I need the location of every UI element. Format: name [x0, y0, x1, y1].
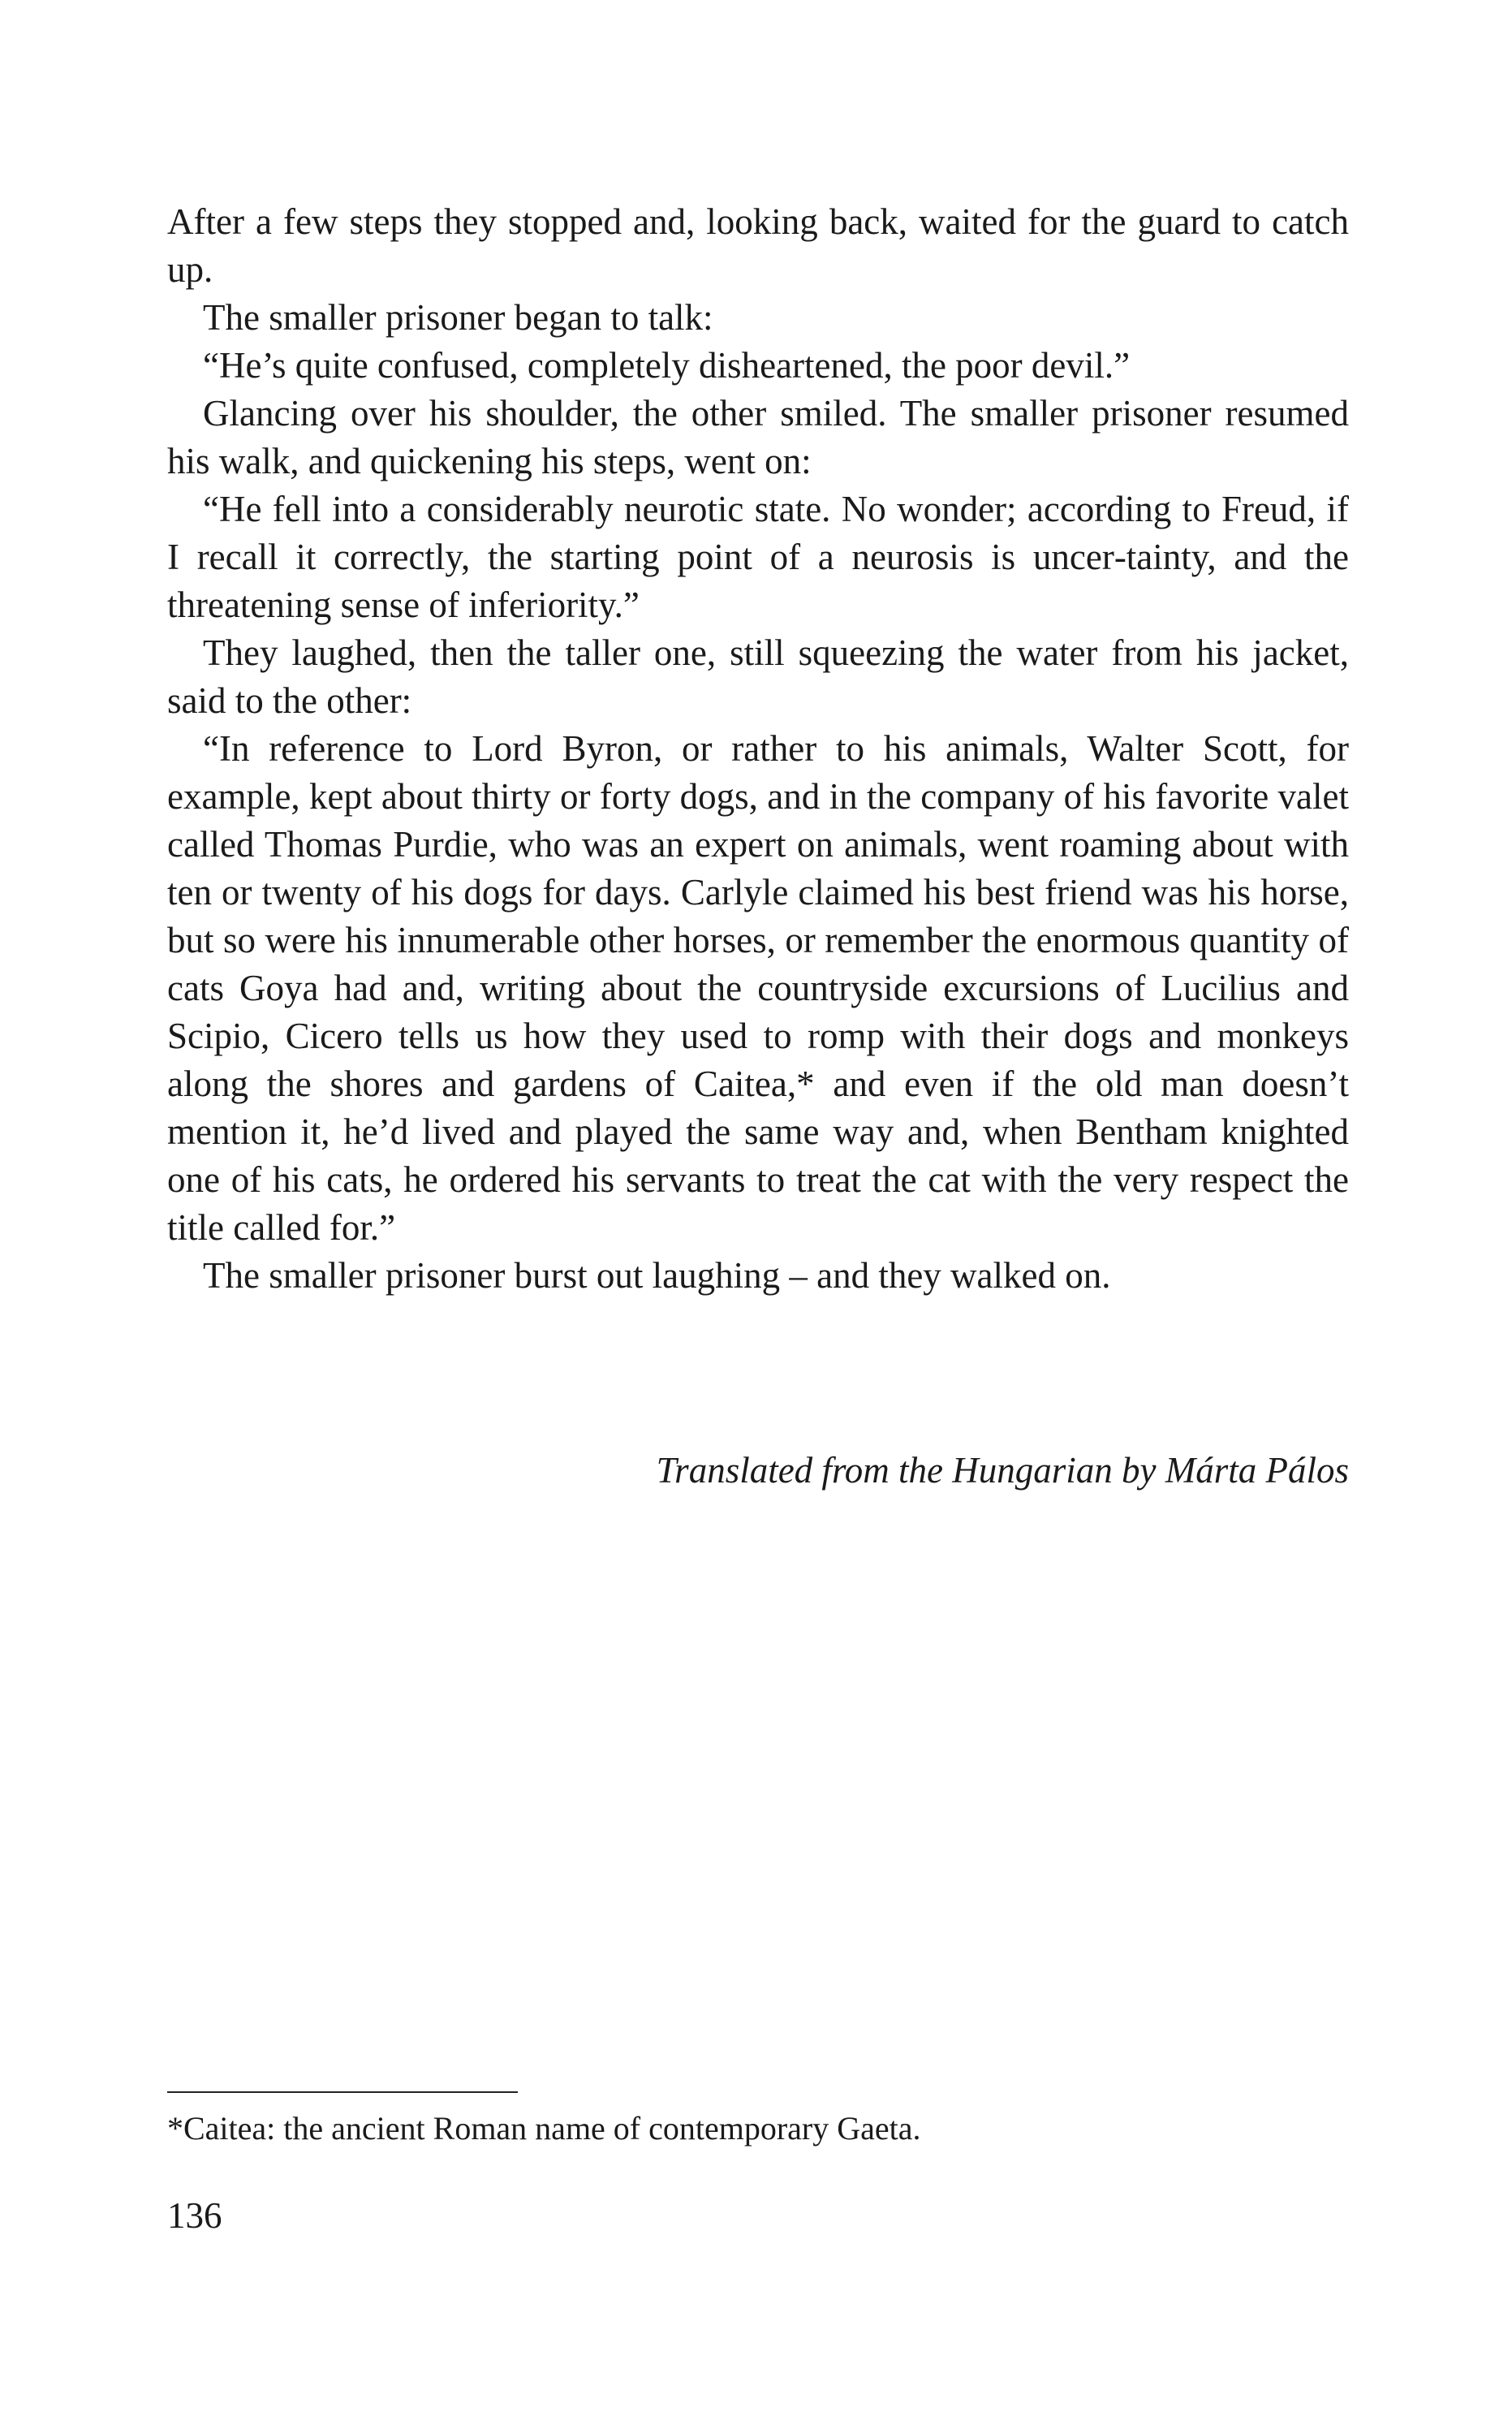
paragraph: Glancing over his shoulder, the other smiled. The smaller prisoner resumed his walk, and quickening his steps, went on:	[167, 393, 1349, 481]
translation-credit: Translated from the Hungarian by Márta Pálos	[656, 1450, 1349, 1491]
page-number: 136	[167, 2195, 222, 2236]
paragraph: “In reference to Lord Byron, or rather to his animals, Walter Scott, for example, kept about thirty or forty dogs, and in the company of his favorite valet called Thomas Purdie, who was an expert on animals, went roaming about with ten or twenty of his dogs for days. Carlyle claimed his best friend was his horse, but so were his innumerable other horses, or remember the enormous quantity of cats Goya had and, writing about the countryside excursions of Lucilius and Scipio, Cicero tells us how they used to romp with their dogs and monkeys along the shores and gardens of Caitea,* and even if the old man doesn’t mention it, he’d lived and played the same way and, when Bentham knighted one of his cats, he ordered his servants to treat the cat with the very respect the title called for.”	[167, 728, 1349, 1248]
paragraph: “He’s quite confused, completely disheartened, the poor devil.”	[203, 345, 1131, 386]
body-text	[167, 198, 1349, 1300]
paragraph: “He fell into a considerably neurotic state. No wonder; according to Freud, if I recall it correctly, the starting point of a neurosis is uncer‐tainty, and the threatening sense of inferiority.”	[167, 489, 1349, 625]
footnote: *Caitea: the ancient Roman name of contemporary Gaeta.	[167, 2110, 921, 2147]
paragraph: The smaller prisoner burst out laughing – and they walked on.	[203, 1255, 1111, 1296]
footnote-divider	[167, 2091, 518, 2093]
paragraph: They laughed, then the taller one, still squeezing the water from his jacket, said to the other:	[167, 632, 1349, 721]
paragraph: After a few steps they stopped and, looking back, waited for the guard to catch up.	[167, 201, 1349, 290]
paragraph: The smaller prisoner began to talk:	[203, 297, 713, 338]
